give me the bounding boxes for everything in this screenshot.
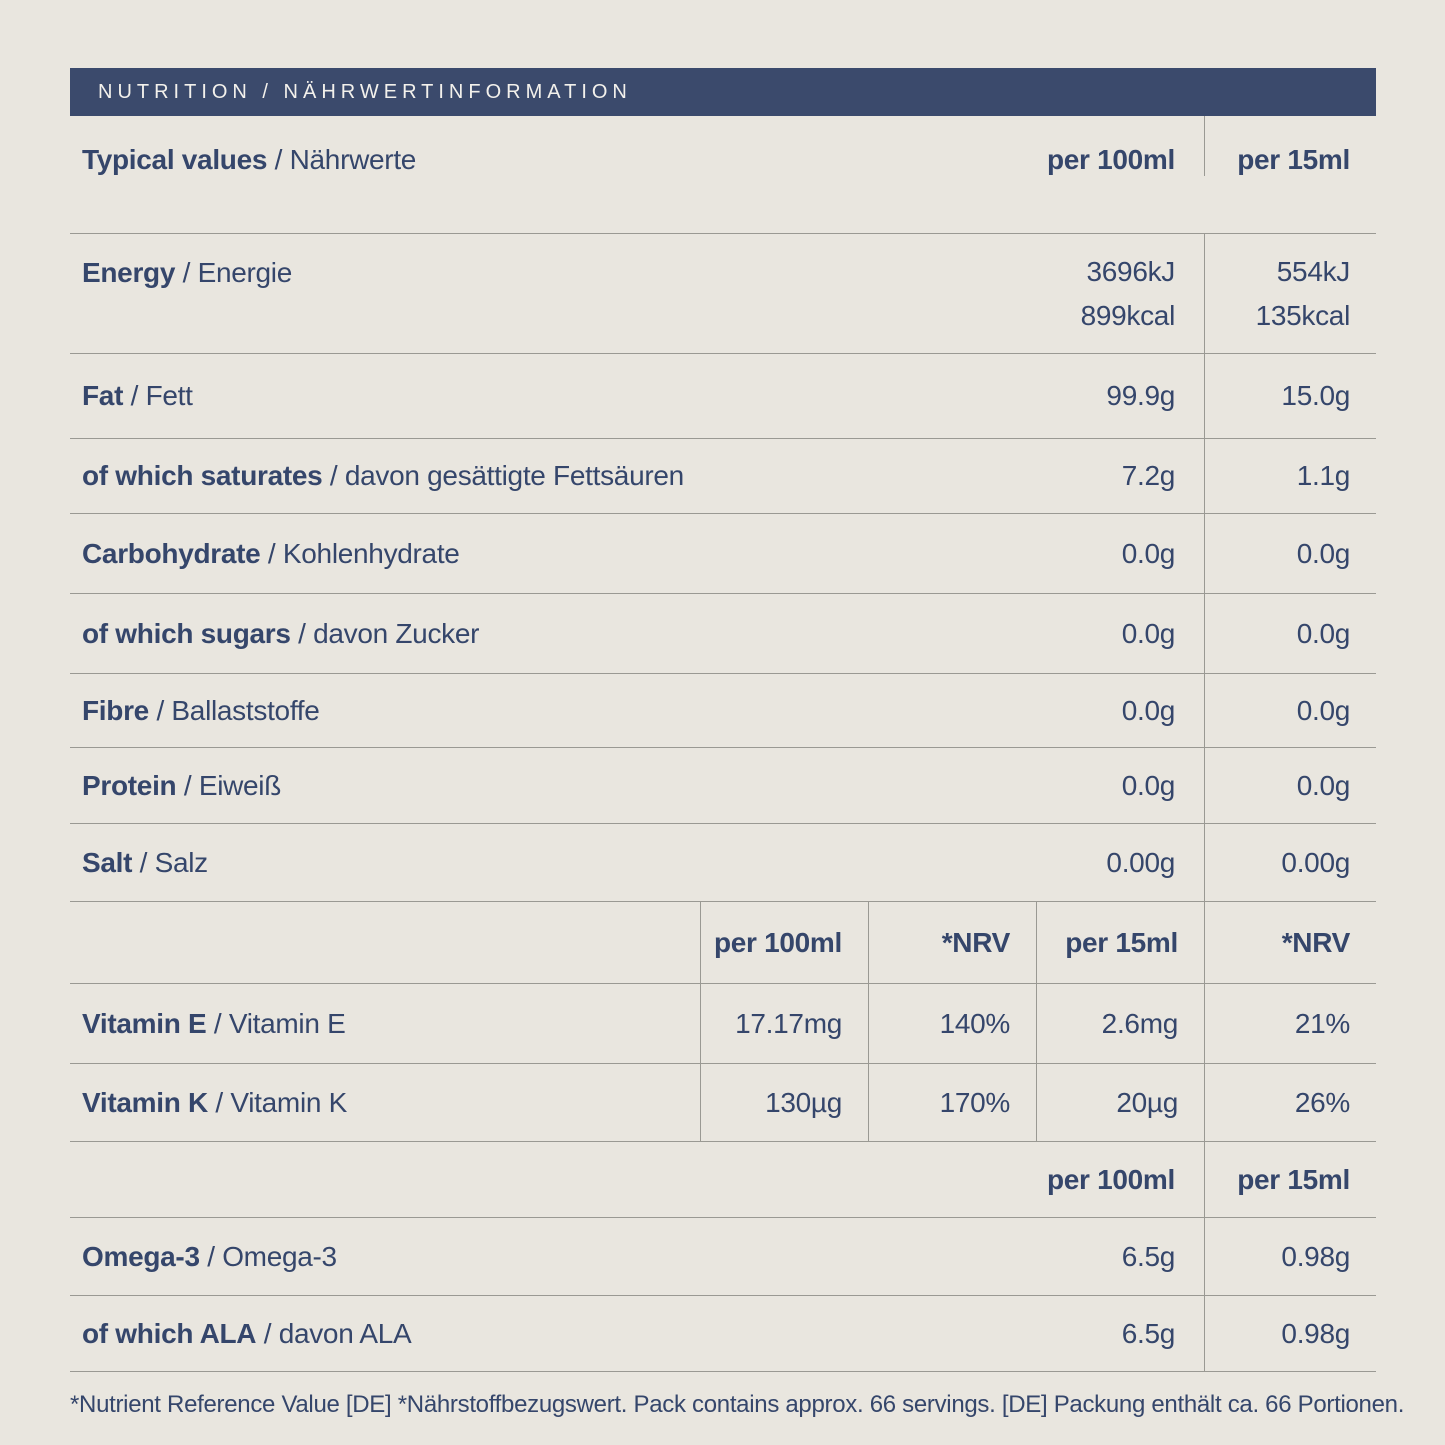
footnote: *Nutrient Reference Value [DE] *Nährstoffbezugswert. Pack contains approx. 66 servings. [DE] Packung enthält ca. 66 Portionen. [70,1391,1405,1418]
row-label [70,594,924,673]
value-nrv-15ml: 21% [1204,984,1376,1063]
label-separator: / [148,694,172,726]
value-per-15ml: 0.0g [1204,594,1376,673]
row-label-de: Vitamin K [230,1086,348,1118]
value-per-100ml: 6.5g [1121,1240,1175,1272]
row-label [70,748,924,823]
column-header-per-100ml: per 100ml [700,902,868,983]
row-label-en: of which ALA [82,1317,257,1349]
row-label-en: of which saturates [82,460,323,491]
row-label [70,984,700,1063]
value-per-100ml: 99.9g [1106,380,1175,411]
value-per-15ml [1204,234,1376,353]
row-label [70,1218,924,1295]
row-label-en: Vitamin E [82,1007,207,1039]
label-separator: / [176,769,199,801]
row-label-de: Omega-3 [222,1240,337,1272]
row-label-de: davon Zucker [313,617,480,649]
column-header-nrv-15ml: *NRV [1204,902,1376,983]
row-label [70,674,924,747]
table-row-saturates [70,439,1376,514]
column-header-per-15ml: per 15ml [1204,1142,1376,1217]
row-label-en: Energy [82,256,176,288]
table-row-carbohydrate [70,514,1376,594]
column-header-per-15ml: per 15ml [1204,116,1376,176]
value-per-100ml: 0.0g [1121,617,1175,649]
label-separator: / [207,1086,231,1118]
value-per-15ml: 0.00g [1204,824,1376,901]
value-nrv-15ml: 26% [1204,1064,1376,1141]
column-header-per-100ml: per 100ml [1046,1163,1175,1195]
nutrition-header-title: NUTRITION / NÄHRWERTINFORMATION [98,80,632,103]
table-row-omega-3 [70,1218,1376,1296]
value-per-100ml: 0.0g [1121,694,1175,726]
value-per-15ml: 0.98g [1204,1296,1376,1371]
row-label-de: Nährwerte [289,144,417,175]
energy-kj-15ml: 554kJ [1276,255,1350,287]
value-nrv-100ml: 170% [868,1064,1036,1141]
column-header-nrv-100ml: *NRV [868,902,1036,983]
table-row-vitamin-k [70,1064,1376,1142]
vitamin-header-spacer [70,902,700,983]
omega-header-spacer [70,1142,924,1217]
row-label-en: of which sugars [82,617,291,649]
table-row-vitamin-e [70,984,1376,1064]
label-separator: / [256,1317,279,1349]
row-label [70,1296,924,1371]
label-separator: / [199,1240,223,1272]
nutrition-table [70,68,1376,1372]
row-label-de: Kohlenhydrate [282,537,460,569]
row-label [70,354,924,438]
energy-kcal-100ml: 899kcal [1080,299,1175,331]
label-separator: / [260,537,283,569]
column-header-per-15ml: per 15ml [1036,902,1204,983]
omega-header-row [70,1142,1376,1218]
row-label [70,439,924,513]
value-per-15ml: 1.1g [1204,439,1376,513]
table-row-ala [70,1296,1376,1372]
row-label-de: davon ALA [278,1317,412,1349]
row-label [70,1064,700,1141]
nutrition-header-bar [70,68,1376,116]
label-separator: / [123,380,146,411]
row-label-en: Carbohydrate [82,537,261,569]
value-per-100ml: 0.00g [1106,846,1175,878]
value-per-100ml: 130µg [700,1064,868,1141]
value-per-15ml: 0.0g [1204,748,1376,823]
value-per-100ml: 0.0g [1121,769,1175,801]
row-label-de: Energie [197,256,292,288]
row-label-de: Salz [154,846,208,878]
value-per-100ml: 17.17mg [700,984,868,1063]
table-row-fat [70,354,1376,439]
label-separator: / [175,256,198,288]
table-row-energy [70,234,1376,354]
column-header-per-100ml: per 100ml [1046,144,1175,175]
row-label-en: Fibre [82,694,149,726]
value-per-100ml: 0.0g [1121,537,1175,569]
row-label-de: Vitamin E [228,1007,346,1039]
value-per-100ml: 6.5g [1121,1317,1175,1349]
row-label-de: Eiweiß [198,769,282,801]
value-per-15ml: 0.98g [1204,1218,1376,1295]
label-separator: / [267,144,290,175]
value-nrv-100ml: 140% [868,984,1036,1063]
row-label-de: Fett [145,380,193,411]
row-label-de: Ballaststoffe [171,694,320,726]
row-label-en: Salt [82,846,133,878]
value-per-100ml: 7.2g [1121,460,1175,491]
table-row-typical-values [70,116,1376,234]
value-per-15ml: 15.0g [1204,354,1376,438]
row-label [70,116,924,176]
row-label [70,514,924,593]
value-per-15ml: 2.6mg [1036,984,1204,1063]
label-separator: / [132,846,155,878]
vitamin-header-row [70,902,1376,984]
table-row-protein [70,748,1376,824]
row-label-en: Typical values [82,144,268,175]
value-per-15ml: 0.0g [1204,674,1376,747]
row-label-en: Protein [82,769,177,801]
label-separator: / [206,1007,229,1039]
table-row-fibre [70,674,1376,748]
row-label-en: Fat [82,380,124,411]
row-label-de: davon gesättigte Fettsäuren [344,460,684,491]
row-label [70,824,924,901]
label-separator: / [322,460,345,491]
table-row-sugars [70,594,1376,674]
energy-kcal-15ml: 135kcal [1255,299,1350,331]
energy-kj-100ml: 3696kJ [1086,255,1175,287]
table-row-salt [70,824,1376,902]
row-label-en: Vitamin K [82,1086,208,1118]
value-per-15ml: 20µg [1036,1064,1204,1141]
row-label [70,234,924,353]
value-per-15ml: 0.0g [1204,514,1376,593]
label-separator: / [290,617,314,649]
value-per-100ml [924,234,1204,353]
row-label-en: Omega-3 [82,1240,200,1272]
